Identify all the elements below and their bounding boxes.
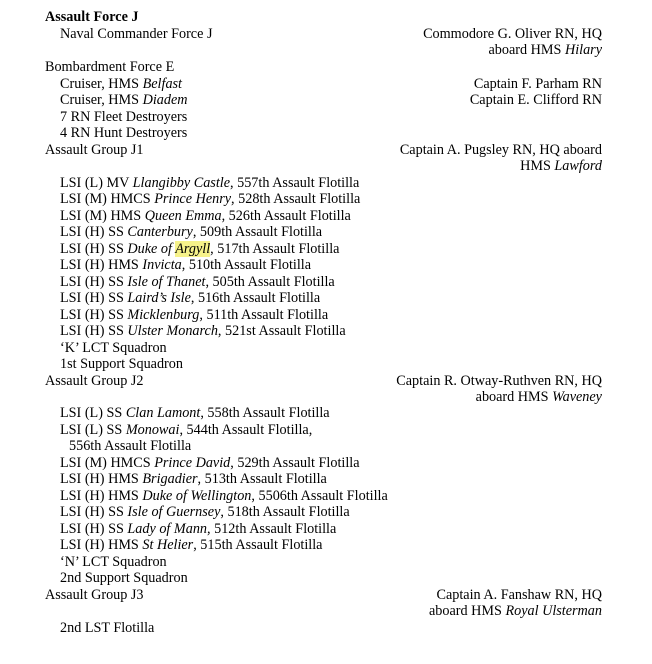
cruiser-diadem-officer: Captain E. Clifford RN (469, 92, 602, 108)
list-item: 556th Assault Flotilla (69, 438, 192, 454)
list-item: LSI (H) SS Micklenburg, 511th Assault Flotilla (60, 307, 329, 323)
list-item: LSI (L) SS Monowai, 544th Assault Flotilla, (60, 422, 313, 438)
list-item: LSI (H) SS Laird’s Isle, 516th Assault Flotilla (60, 290, 321, 306)
j3-officer: Captain A. Fanshaw RN, HQ (436, 587, 602, 603)
fleet-destroyers: 7 RN Fleet Destroyers (60, 109, 188, 125)
j1-officer: Captain A. Pugsley RN, HQ aboard (399, 142, 602, 158)
j3-hq: aboard HMS Royal Ulsterman (429, 603, 602, 619)
lct-squadron-n: ‘N’ LCT Squadron (60, 554, 167, 570)
bombardment-force-label: Bombardment Force E (45, 59, 175, 75)
list-item: LSI (H) SS Isle of Thanet, 505th Assault Flotilla (60, 274, 335, 290)
j2-officer: Captain R. Otway-Ruthven RN, HQ (396, 373, 602, 389)
page-title: Assault Force J (45, 9, 139, 25)
list-item: LSI (M) HMS Queen Emma, 526th Assault Flotilla (60, 208, 351, 224)
list-item: LSI (H) SS Isle of Guernsey, 518th Assault Flotilla (60, 504, 350, 520)
support-squadron-1: 1st Support Squadron (60, 356, 183, 372)
cruiser-diadem: Cruiser, HMS Diadem (60, 92, 188, 108)
search-highlight: Argyll (175, 241, 211, 257)
assault-group-j3-label: Assault Group J3 (45, 587, 144, 603)
j1-hq: HMS Lawford (520, 158, 602, 174)
j2-hq: aboard HMS Waveney (475, 389, 602, 405)
assault-group-j2-label: Assault Group J2 (45, 373, 144, 389)
hunt-destroyers: 4 RN Hunt Destroyers (60, 125, 188, 141)
list-item: LSI (H) SS Duke of Argyll, 517th Assault Flotilla (60, 241, 340, 257)
naval-commander-officer: Commodore G. Oliver RN, HQ (423, 26, 602, 42)
list-item: LSI (M) HMCS Prince David, 529th Assault Flotilla (60, 455, 360, 471)
list-item: LSI (H) HMS St Helier, 515th Assault Flotilla (60, 537, 323, 553)
list-item: LSI (H) SS Canterbury, 509th Assault Flotilla (60, 224, 323, 240)
list-item: LSI (L) SS Clan Lamont, 558th Assault Flotilla (60, 405, 330, 421)
assault-group-j1-label: Assault Group J1 (45, 142, 144, 158)
list-item: LSI (H) SS Ulster Monarch, 521st Assault Flotilla (60, 323, 346, 339)
naval-commander-label: Naval Commander Force J (60, 26, 213, 42)
list-item: LSI (H) SS Lady of Mann, 512th Assault Flotilla (60, 521, 337, 537)
lst-flotilla: 2nd LST Flotilla (60, 620, 155, 636)
list-item: LSI (L) MV Llangibby Castle, 557th Assault Flotilla (60, 175, 360, 191)
list-item: LSI (H) HMS Brigadier, 513th Assault Flotilla (60, 471, 327, 487)
naval-commander-hq: aboard HMS Hilary (488, 42, 602, 58)
list-item: LSI (H) HMS Duke of Wellington, 5506th Assault Flotilla (60, 488, 388, 504)
cruiser-belfast: Cruiser, HMS Belfast (60, 76, 182, 92)
support-squadron-2: 2nd Support Squadron (60, 570, 188, 586)
list-item: LSI (M) HMCS Prince Henry, 528th Assault Flotilla (60, 191, 361, 207)
list-item: LSI (H) HMS Invicta, 510th Assault Flotilla (60, 257, 312, 273)
cruiser-belfast-officer: Captain F. Parham RN (473, 76, 602, 92)
lct-squadron-k: ‘K’ LCT Squadron (60, 340, 167, 356)
